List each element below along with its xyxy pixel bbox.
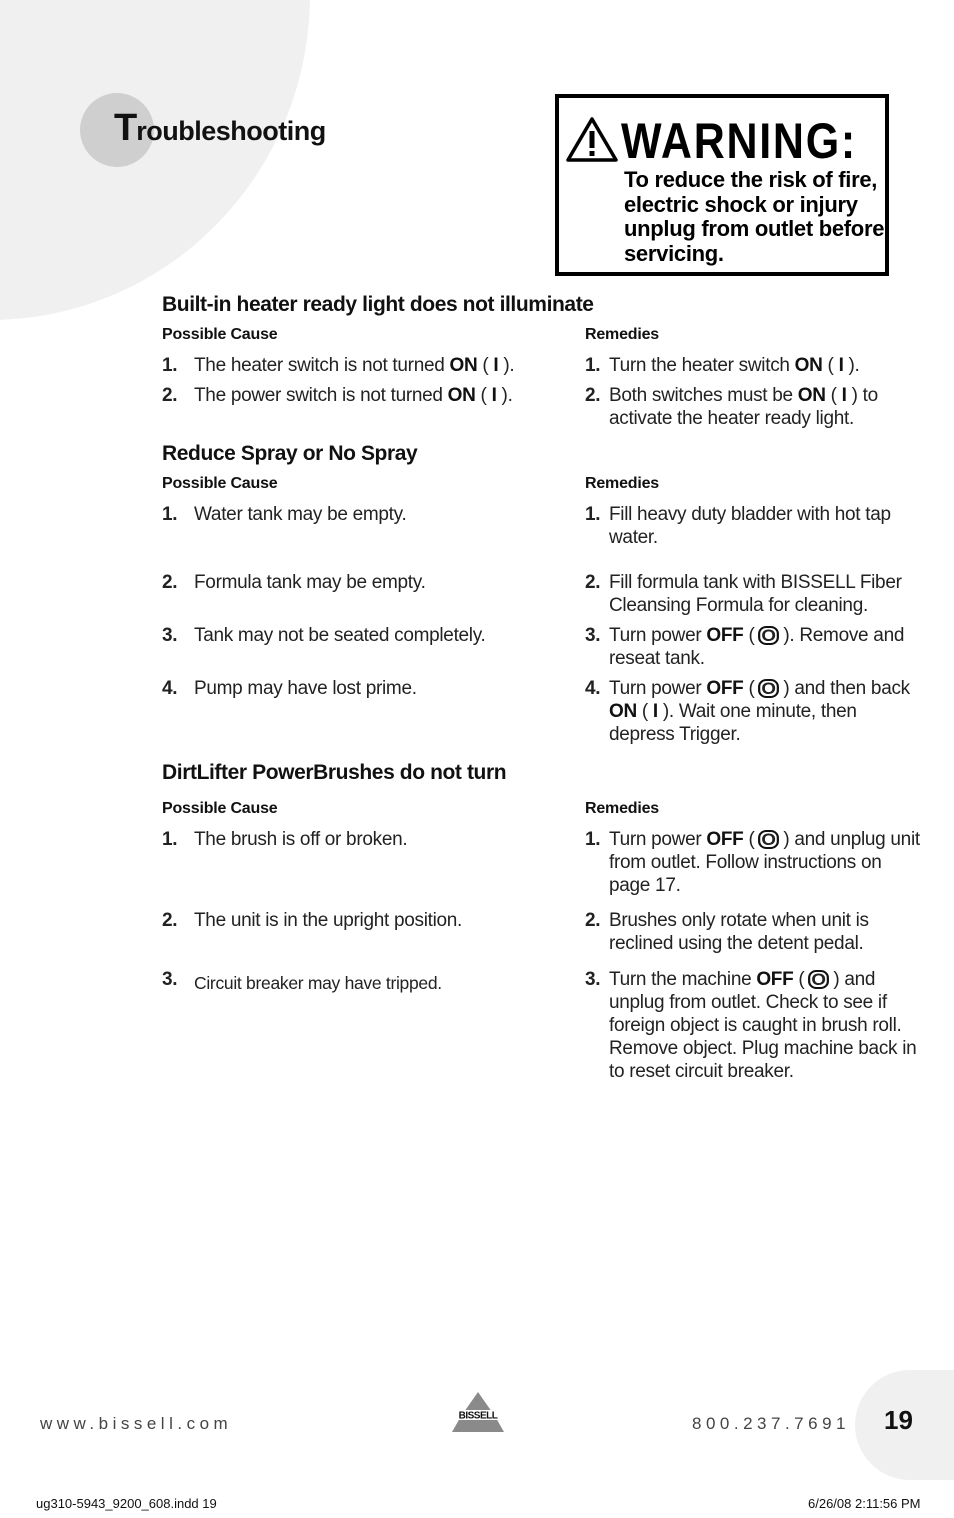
- cause-number: 1.: [162, 504, 178, 525]
- warning-heading: WARNING:: [621, 113, 857, 169]
- column-headers: [162, 326, 922, 354]
- warning-box: [555, 94, 889, 276]
- text-segment: I: [493, 355, 499, 376]
- cause-number: 2.: [162, 385, 178, 406]
- cause-text: [194, 909, 462, 955]
- text-segment: ). Wait one minute, then depress Trigger.: [609, 701, 857, 745]
- text-segment: Water tank may be empty.: [194, 504, 407, 525]
- svg-text:BISSELL: BISSELL: [458, 1410, 498, 1422]
- remedy-text: [609, 624, 922, 670]
- text-segment: Brushes only rotate when unit is reclined using the detent pedal.: [609, 910, 869, 954]
- switch-state: OFF: [706, 678, 744, 699]
- text-segment: I: [652, 701, 658, 722]
- text-segment: (: [825, 385, 842, 406]
- text-segment: (: [477, 355, 494, 376]
- remedy: [585, 384, 922, 430]
- possible-cause: [162, 968, 585, 1083]
- text-segment: O: [759, 679, 780, 698]
- possible-cause: [162, 828, 585, 897]
- text-segment: ) to activate the heater ready light.: [609, 385, 878, 429]
- text-segment: I: [841, 385, 847, 406]
- possible-cause: [162, 384, 585, 430]
- column-headers: [162, 800, 922, 828]
- possible-cause-header: Possible Cause: [162, 800, 278, 817]
- remedy-number: 2.: [585, 910, 601, 931]
- switch-state: ON: [797, 385, 826, 406]
- troubleshooting-section: [162, 441, 922, 746]
- cause-number: 3.: [162, 969, 178, 990]
- cause-number: 4.: [162, 678, 178, 699]
- text-segment: ) and then back: [778, 678, 910, 699]
- switch-state: OFF: [706, 829, 744, 850]
- switch-state: OFF: [756, 969, 794, 990]
- cause-number: 2.: [162, 910, 178, 931]
- remedy-text: [609, 384, 922, 430]
- warning-triangle-icon: [565, 116, 619, 164]
- cause-number: 1.: [162, 355, 178, 376]
- remedy-text: [609, 503, 922, 549]
- remedy-text: [609, 677, 922, 746]
- cause-remedy-row: [162, 828, 922, 897]
- possible-cause: [162, 677, 585, 746]
- cause-remedy-row: [162, 354, 922, 377]
- text-segment: (: [743, 625, 760, 646]
- cause-text: [194, 571, 426, 617]
- text-segment: ).: [843, 355, 860, 376]
- column-headers: [162, 475, 922, 503]
- remedy-number: 2.: [585, 572, 601, 593]
- text-segment: The heater switch is not turned: [194, 355, 450, 376]
- text-segment: (: [743, 829, 760, 850]
- cause-text: [194, 354, 514, 377]
- remedy: [585, 968, 922, 1083]
- text-segment: Fill heavy duty bladder with hot tap water.: [609, 504, 891, 548]
- section-title: Built-in heater ready light does not illuminate: [162, 293, 594, 316]
- possible-cause: [162, 909, 585, 955]
- text-segment: (: [793, 969, 810, 990]
- cause-text: [194, 677, 417, 746]
- text-segment: Turn the machine: [609, 969, 757, 990]
- title-rest: roubleshooting: [136, 116, 326, 146]
- section-title: DirtLifter PowerBrushes do not turn: [162, 761, 507, 784]
- remedy-number: 1.: [585, 355, 601, 376]
- text-segment: ). Remove and reseat tank.: [609, 625, 905, 669]
- page-number: 19: [884, 1405, 913, 1435]
- remedy-text: [609, 828, 922, 897]
- possible-cause: [162, 571, 585, 617]
- bissell-logo: [446, 1390, 510, 1434]
- cause-remedy-row: [162, 624, 922, 670]
- text-segment: ) and unplug from outlet. Check to see if foreign object is caught in brush roll. Remove object. Plug machine back in to reset circuit breaker.: [609, 969, 917, 1082]
- cause-text: [194, 503, 406, 549]
- remedy-number: 3.: [585, 625, 601, 646]
- text-segment: O: [759, 626, 780, 645]
- text-segment: O: [808, 970, 829, 989]
- cause-number: 2.: [162, 572, 178, 593]
- cause-text: [194, 624, 486, 670]
- text-segment: Formula tank may be empty.: [194, 572, 426, 593]
- remedy-text: [609, 571, 922, 617]
- text-segment: ).: [496, 385, 513, 406]
- switch-state: ON: [794, 355, 823, 376]
- text-segment: Pump may have lost prime.: [194, 678, 417, 699]
- cause-remedy-row: [162, 503, 922, 549]
- remedy-number: 4.: [585, 678, 601, 699]
- cause-remedy-row: [162, 571, 922, 617]
- troubleshooting-section: [162, 292, 922, 430]
- remedy: [585, 624, 922, 670]
- switch-state: ON: [449, 355, 478, 376]
- remedy: [585, 354, 922, 377]
- cause-number: 1.: [162, 829, 178, 850]
- section-title: Reduce Spray or No Spray: [162, 442, 418, 465]
- text-segment: Circuit breaker may have tripped.: [194, 973, 442, 993]
- text-segment: The unit is in the upright position.: [194, 910, 463, 931]
- remedy-number: 2.: [585, 385, 601, 406]
- text-segment: I: [838, 355, 844, 376]
- remedy: [585, 828, 922, 897]
- remedy-text: [609, 909, 922, 955]
- possible-cause: [162, 354, 585, 377]
- cause-text: [194, 968, 442, 1083]
- text-segment: (: [636, 701, 653, 722]
- text-segment: The power switch is not turned: [194, 385, 448, 406]
- remedy-text: [609, 968, 922, 1083]
- text-segment: (: [475, 385, 492, 406]
- remedies-header: Remedies: [585, 475, 659, 492]
- cause-number: 3.: [162, 625, 178, 646]
- remedy: [585, 571, 922, 617]
- text-segment: ).: [498, 355, 515, 376]
- footer-phone: 800.237.7691: [692, 1414, 850, 1433]
- text-segment: Turn the heater switch: [609, 355, 795, 376]
- remedy: [585, 677, 922, 746]
- text-segment: (: [822, 355, 839, 376]
- remedies-header: Remedies: [585, 326, 659, 343]
- text-segment: ) and unplug unit from outlet. Follow instructions on page 17.: [609, 829, 920, 896]
- cause-remedy-row: [162, 677, 922, 746]
- remedy-text: [609, 354, 860, 377]
- footer-url: www.bissell.com: [40, 1414, 233, 1433]
- possible-cause-header: Possible Cause: [162, 326, 278, 343]
- cause-remedy-row: [162, 968, 922, 1083]
- possible-cause: [162, 624, 585, 670]
- cause-remedy-row: [162, 909, 922, 955]
- text-segment: O: [759, 830, 780, 849]
- possible-cause-header: Possible Cause: [162, 475, 278, 492]
- text-segment: Tank may not be seated completely.: [194, 625, 486, 646]
- cause-remedy-row: [162, 384, 922, 430]
- background-circle: [0, 0, 310, 320]
- text-segment: Both switches must be: [609, 385, 798, 406]
- remedy: [585, 503, 922, 549]
- text-segment: Fill formula tank with BISSELL Fiber Cleansing Formula for cleaning.: [609, 572, 902, 616]
- title-text: [114, 107, 326, 150]
- switch-state: ON: [609, 701, 637, 722]
- cause-text: [194, 384, 513, 430]
- text-segment: Turn power: [609, 625, 707, 646]
- remedy-number: 1.: [585, 829, 601, 850]
- troubleshooting-section: [162, 760, 922, 1083]
- title-initial: T: [114, 107, 137, 149]
- switch-state: ON: [447, 385, 476, 406]
- text-segment: The brush is off or broken.: [194, 829, 408, 850]
- remedy-number: 1.: [585, 504, 601, 525]
- text-segment: Turn power: [609, 829, 707, 850]
- text-segment: I: [491, 385, 497, 406]
- text-segment: Turn power: [609, 678, 707, 699]
- date-slug: 6/26/08 2:11:56 PM: [808, 1496, 921, 1511]
- cause-text: [194, 828, 407, 897]
- switch-state: OFF: [706, 625, 744, 646]
- warning-text: To reduce the risk of fire, electric shock or injury unplug from outlet before servicing.: [624, 167, 885, 266]
- remedy: [585, 909, 922, 955]
- file-slug: ug310-5943_9200_608.indd 19: [36, 1496, 217, 1511]
- remedies-header: Remedies: [585, 800, 659, 817]
- troubleshooting-content: [162, 292, 922, 1083]
- possible-cause: [162, 503, 585, 549]
- remedy-number: 3.: [585, 969, 601, 990]
- text-segment: (: [743, 678, 760, 699]
